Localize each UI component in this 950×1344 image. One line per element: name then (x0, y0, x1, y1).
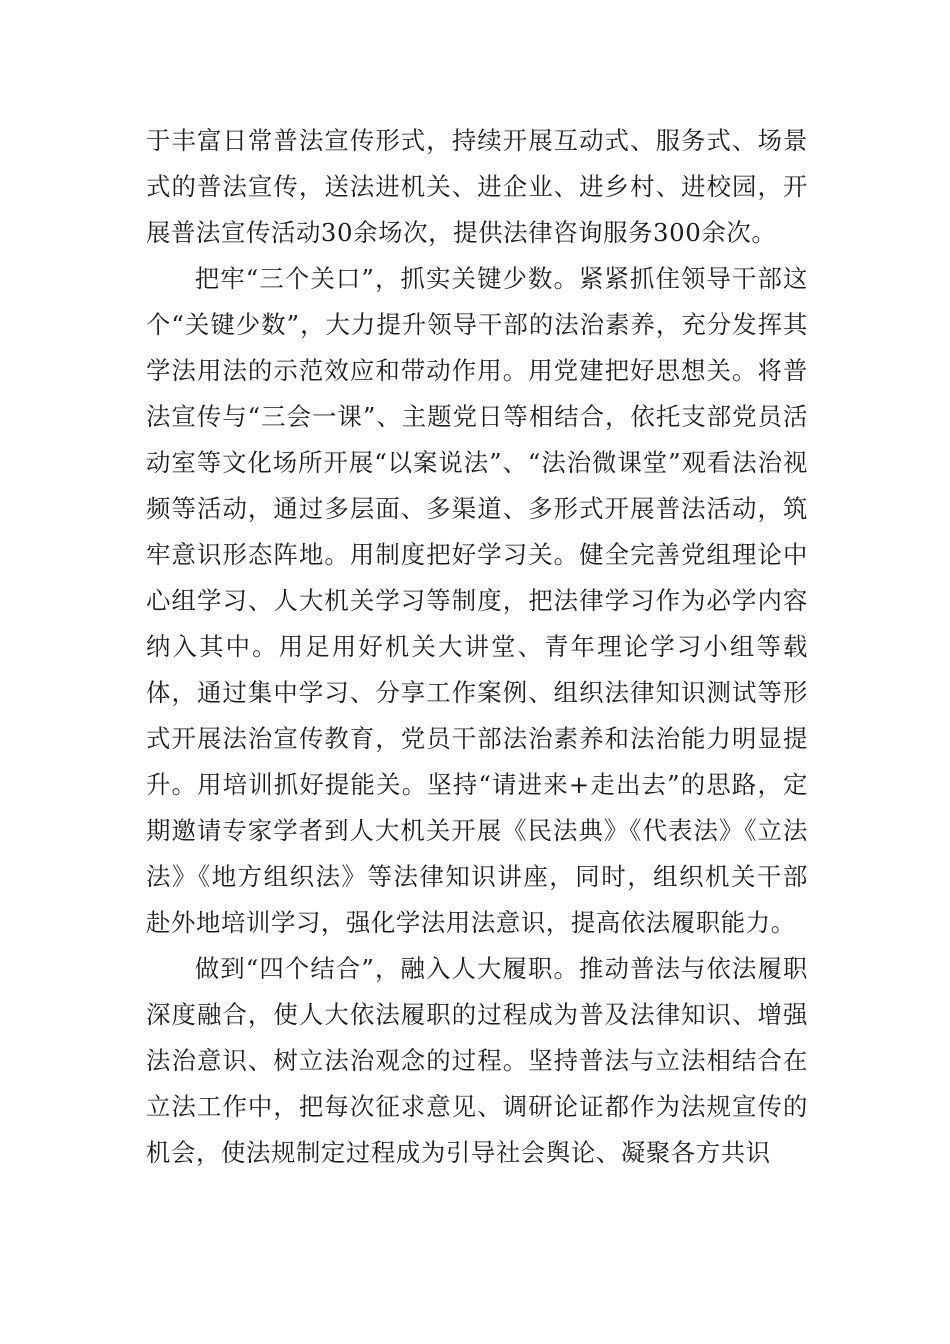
document-page (146, 118, 808, 1176)
paragraph-3: 做到“四个结合”，融入人大履职。推动普法与依法履职深度融合，使人大依法履职的过程成为普及法律知识、增强法治意识、树立法治观念的过程。坚持普法与立法相结合在立法工作中，把每次征求意见、调研论证都作为法规宣传的机会，使法规制定过程成为引导社会舆论、凝聚各方共识 (146, 954, 808, 1167)
paragraph-1: 于丰富日常普法宣传形式，持续开展互动式、服务式、场景式的普法宣传，送法进机关、进企业、进乡村、进校园，开展普法宣传活动30余场次，提供法律咨询服务300余次。 (146, 126, 808, 247)
paragraph-2: 把牢“三个关口”，抓实关键少数。紧紧抓住领导干部这个“关键少数”，大力提升领导干部的法治素养，充分发挥其学法用法的示范效应和带动作用。用党建把好思想关。将普法宣传与“三会一课”、主题党日等相结合，依托支部党员活动室等文化场所开展“以案说法”、“法治微课堂”观看法治视频等活动，通过多层面、多渠道、多形式开展普法活动，筑牢意识形态阵地。用制度把好学习关。健全完善党组理论中心组学习、人大机关学习等制度，把法律学习作为必学内容纳入其中。用足用好机关大讲堂、青年理论学习小组等载体，通过集中学习、分享工作案例、组织法律知识测试等形式开展法治宣传教育，党员干部法治素养和法治能力明显提升。用培训抓好提能关。坚持“请进来+走出去”的思路，定期邀请专家学者到人大机关开展《民法典》《代表法》《立法法》《地方组织法》等法律知识讲座，同时，组织机关干部赴外地培训学习，强化学法用法意识，提高依法履职能力。 (146, 264, 808, 937)
